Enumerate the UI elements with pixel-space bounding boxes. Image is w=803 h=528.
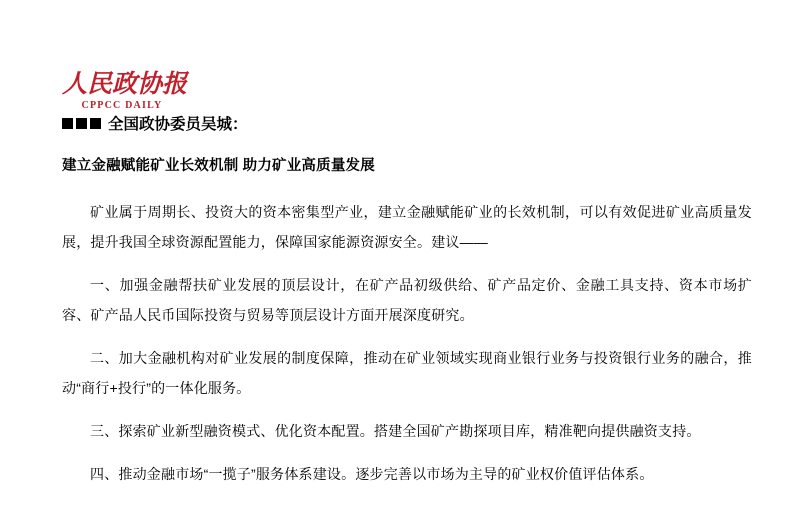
article-paragraph: 矿业属于周期长、投资大的资本密集型产业，建立金融赋能矿业的长效机制，可以有效促进矿业高质量发展，提升我国全球资源配置能力，保障国家能源资源安全。建议——	[62, 204, 752, 250]
article-byline: 全国政协委员吴城：	[108, 116, 248, 133]
article-body	[62, 112, 752, 502]
article-byline-row	[62, 112, 752, 134]
newspaper-masthead	[62, 71, 188, 111]
masthead-title: 人民政协报	[62, 71, 188, 98]
article-paragraph: 四、推动金融市场“一揽子”服务体系建设。逐步完善以市场为主导的矿业权价值评估体系。	[90, 466, 654, 482]
article-paragraph: 一、加强金融帮扶矿业发展的顶层设计，在矿产品初级供给、矿产品定价、金融工具支持、资本市场扩容、矿产品人民币国际投资与贸易等顶层设计方面开展深度研究。	[62, 277, 752, 323]
article-paragraph: 三、探索矿业新型融资模式、优化资本配置。搭建全国矿产勘探项目库，精准靶向提供融资支持。	[90, 423, 701, 439]
bullet-squares-icon	[62, 118, 101, 129]
article-subheadline: 建立金融赋能矿业长效机制 助力矿业高质量发展	[62, 158, 375, 174]
article-paragraph: 二、加大金融机构对矿业发展的制度保障，推动在矿业领域实现商业银行业务与投资银行业务的融合，推动“商行+投行”的一体化服务。	[62, 350, 752, 396]
masthead-subtitle: CPPCC DAILY	[81, 100, 163, 111]
